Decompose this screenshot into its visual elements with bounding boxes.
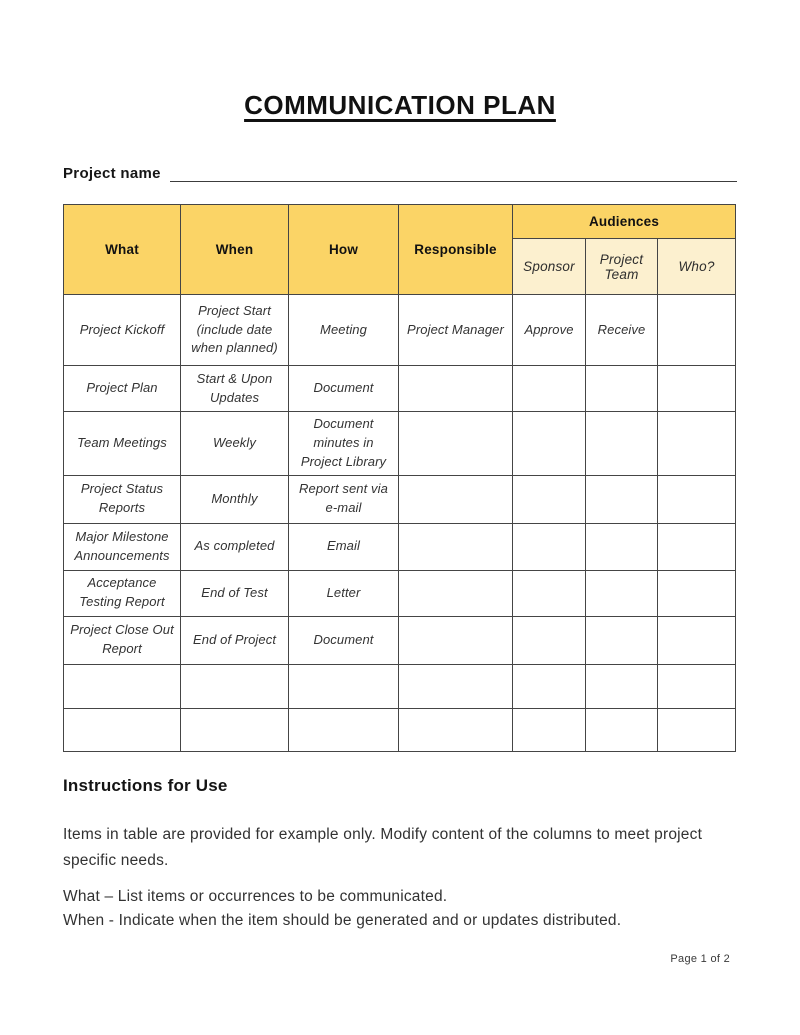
table-row [64, 366, 736, 412]
column-header-when: When [181, 205, 289, 295]
cell-what: Major Milestone Announcements [64, 523, 181, 570]
instructions-definitions [63, 885, 737, 934]
project-name-label: Project name [63, 165, 161, 182]
cell-sponsor[interactable] [513, 570, 586, 616]
cell-when: Start & Upon Updates [181, 366, 289, 412]
subheader-sponsor: Sponsor [513, 239, 586, 295]
subheader-project-team: Project Team [586, 239, 658, 295]
header-row-top [64, 205, 736, 239]
cell-responsible[interactable] [399, 616, 513, 664]
cell-who[interactable] [658, 708, 736, 751]
cell-project-team[interactable] [586, 570, 658, 616]
column-header-audiences: Audiences [513, 205, 736, 239]
cell-project-team[interactable] [586, 664, 658, 708]
cell-sponsor: Approve [513, 295, 586, 366]
cell-how: Document [289, 616, 399, 664]
table-row [64, 616, 736, 664]
table-row [64, 295, 736, 366]
cell-how: Meeting [289, 295, 399, 366]
cell-sponsor[interactable] [513, 523, 586, 570]
cell-project-team[interactable] [586, 616, 658, 664]
table-row [64, 570, 736, 616]
cell-what: Acceptance Testing Report [64, 570, 181, 616]
cell-how[interactable] [289, 708, 399, 751]
page-number: Page 1 of 2 [670, 953, 730, 965]
cell-who[interactable] [658, 366, 736, 412]
cell-responsible[interactable] [399, 570, 513, 616]
cell-responsible[interactable] [399, 366, 513, 412]
cell-sponsor[interactable] [513, 475, 586, 523]
instructions-intro: Items in table are provided for example only. Modify content of the columns to meet project specific needs. [63, 825, 703, 870]
cell-who[interactable] [658, 664, 736, 708]
project-name-row [63, 163, 737, 182]
cell-project-team[interactable] [586, 523, 658, 570]
cell-what: Project Status Reports [64, 475, 181, 523]
cell-who[interactable] [658, 570, 736, 616]
cell-project-team[interactable] [586, 708, 658, 751]
cell-when: Monthly [181, 475, 289, 523]
page-title-text: COMMUNICATION PLAN [244, 90, 556, 120]
cell-when: As completed [181, 523, 289, 570]
cell-who[interactable] [658, 523, 736, 570]
cell-what: Project Close Out Report [64, 616, 181, 664]
cell-when: Project Start (include date when planned) [181, 295, 289, 366]
cell-sponsor[interactable] [513, 664, 586, 708]
cell-project-team: Receive [586, 295, 658, 366]
cell-responsible: Project Manager [399, 295, 513, 366]
cell-who[interactable] [658, 616, 736, 664]
cell-responsible[interactable] [399, 664, 513, 708]
cell-when: Weekly [181, 412, 289, 476]
cell-what[interactable] [64, 708, 181, 751]
cell-who[interactable] [658, 295, 736, 366]
cell-what: Team Meetings [64, 412, 181, 476]
table-row-empty [64, 664, 736, 708]
communication-plan-table [63, 204, 736, 752]
table-row [64, 412, 736, 476]
table-row [64, 475, 736, 523]
cell-sponsor[interactable] [513, 708, 586, 751]
cell-how: Email [289, 523, 399, 570]
cell-when: End of Test [181, 570, 289, 616]
cell-how: Document minutes in Project Library [289, 412, 399, 476]
table-row [64, 523, 736, 570]
column-header-how: How [289, 205, 399, 295]
cell-who[interactable] [658, 475, 736, 523]
subheader-who: Who? [658, 239, 736, 295]
instructions-heading: Instructions for Use [63, 775, 228, 795]
cell-sponsor[interactable] [513, 366, 586, 412]
column-header-what: What [64, 205, 181, 295]
project-name-fill-line[interactable] [170, 163, 737, 182]
cell-what: Project Plan [64, 366, 181, 412]
cell-project-team[interactable] [586, 412, 658, 476]
cell-sponsor[interactable] [513, 616, 586, 664]
cell-who[interactable] [658, 412, 736, 476]
cell-what[interactable] [64, 664, 181, 708]
cell-project-team[interactable] [586, 475, 658, 523]
cell-project-team[interactable] [586, 366, 658, 412]
cell-when[interactable] [181, 664, 289, 708]
cell-responsible[interactable] [399, 523, 513, 570]
table-row-empty [64, 708, 736, 751]
cell-what: Project Kickoff [64, 295, 181, 366]
cell-how[interactable] [289, 664, 399, 708]
cell-when: End of Project [181, 616, 289, 664]
instructions-when-line: When - Indicate when the item should be generated and or updates distributed. [63, 912, 622, 930]
instructions-what-line: What – List items or occurrences to be communicated. [63, 887, 448, 905]
cell-when[interactable] [181, 708, 289, 751]
cell-responsible[interactable] [399, 412, 513, 476]
cell-how: Document [289, 366, 399, 412]
cell-responsible[interactable] [399, 708, 513, 751]
page-title [63, 90, 737, 121]
cell-responsible[interactable] [399, 475, 513, 523]
cell-sponsor[interactable] [513, 412, 586, 476]
cell-how: Letter [289, 570, 399, 616]
cell-how: Report sent via e-mail [289, 475, 399, 523]
column-header-responsible: Responsible [399, 205, 513, 295]
